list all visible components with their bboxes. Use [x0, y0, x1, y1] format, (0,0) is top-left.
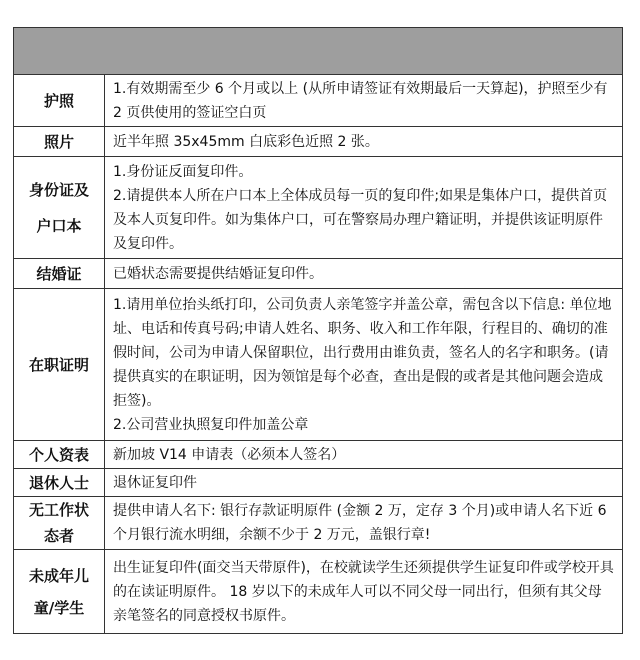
- row-content-employment: [105, 289, 623, 441]
- row-content-passport: [105, 75, 623, 127]
- row-label-marriage: 结婚证: [14, 259, 105, 289]
- header-row: [14, 28, 623, 75]
- table-row: [14, 469, 623, 497]
- requirement-text: 出生证复印件(面交当天带原件)，在校就读学生还须提供学生证复印件或学校开具的在读证明原件。 18 岁以下的未成年人可以不同父母一同出行，但须有其父母亲笔签名的同意授权书原件。: [113, 559, 614, 624]
- requirements-body: [14, 28, 623, 634]
- requirement-text: 1.有效期需至少 6 个月或以上 (从所申请签证有效期最后一天算起)，护照至少有 2 页供使用的签证空白页: [113, 80, 608, 121]
- table-header: [14, 28, 623, 75]
- row-content-id-and-hukou: [105, 157, 623, 259]
- table-row: [14, 127, 623, 157]
- table-row: [14, 441, 623, 469]
- row-content-photo: [105, 127, 623, 157]
- requirement-text: 提供申请人名下: 银行存款证明原件 (金额 2 万，定存 3 个月)或申请人名下近 6 个月银行流水明细，余额不少于 2 万元，盖银行章!: [113, 503, 607, 543]
- requirement-text: 1.请用单位抬头纸打印，公司负责人亲笔签字并盖公章，需包含以下信息: 单位地址、电话和传真号码;申请人姓名、职务、收入和工作年限，行程目的、确切的准假时间，公司为申请人保留职位，出行费用由谁负责，签名人的名字和职务。(请提供真实的在职证明，因为领馆是每个必查，查出是假的或者是其他问题会造成拒签)。: [113, 296, 612, 409]
- requirement-text: 新加坡 V14 申请表（必须本人签名）: [113, 446, 346, 463]
- row-label-passport: 护照: [14, 75, 105, 127]
- table-row: [14, 259, 623, 289]
- row-label-employment: 在职证明: [14, 289, 105, 441]
- table-row: [14, 289, 623, 441]
- row-label-retired: 退休人士: [14, 469, 105, 497]
- requirement-text: 2.请提供本人所在户口本上全体成员每一页的复印件;如果是集体户口，提供首页及本人页复印件。如为集体户口，可在警察局办理户籍证明，并提供该证明原件及复印件。: [113, 187, 608, 252]
- requirement-text: 退休证复印件: [113, 474, 197, 491]
- requirement-text: 1.身份证反面复印件。: [113, 163, 253, 180]
- requirement-text: 已婚状态需要提供结婚证复印件。: [113, 265, 323, 282]
- table-row: [14, 157, 623, 259]
- row-label-minor-student: 未成年儿童/学生: [14, 550, 105, 634]
- row-label-unemployed: 无工作状态者: [14, 497, 105, 550]
- table-row: [14, 550, 623, 634]
- row-label-personal-form: 个人资表: [14, 441, 105, 469]
- row-content-unemployed: [105, 497, 623, 550]
- row-content-minor-student: [105, 550, 623, 634]
- row-content-retired: [105, 469, 623, 497]
- row-label-id-and-hukou: 身份证及户口本: [14, 157, 105, 259]
- row-label-photo: 照片: [14, 127, 105, 157]
- table-row: [14, 497, 623, 550]
- requirements-table: [13, 27, 623, 634]
- table-row: [14, 75, 623, 127]
- row-content-personal-form: [105, 441, 623, 469]
- requirement-text: 近半年照 35x45mm 白底彩色近照 2 张。: [113, 133, 379, 150]
- row-content-marriage: [105, 259, 623, 289]
- requirement-text: 2.公司营业执照复印件加盖公章: [113, 416, 309, 433]
